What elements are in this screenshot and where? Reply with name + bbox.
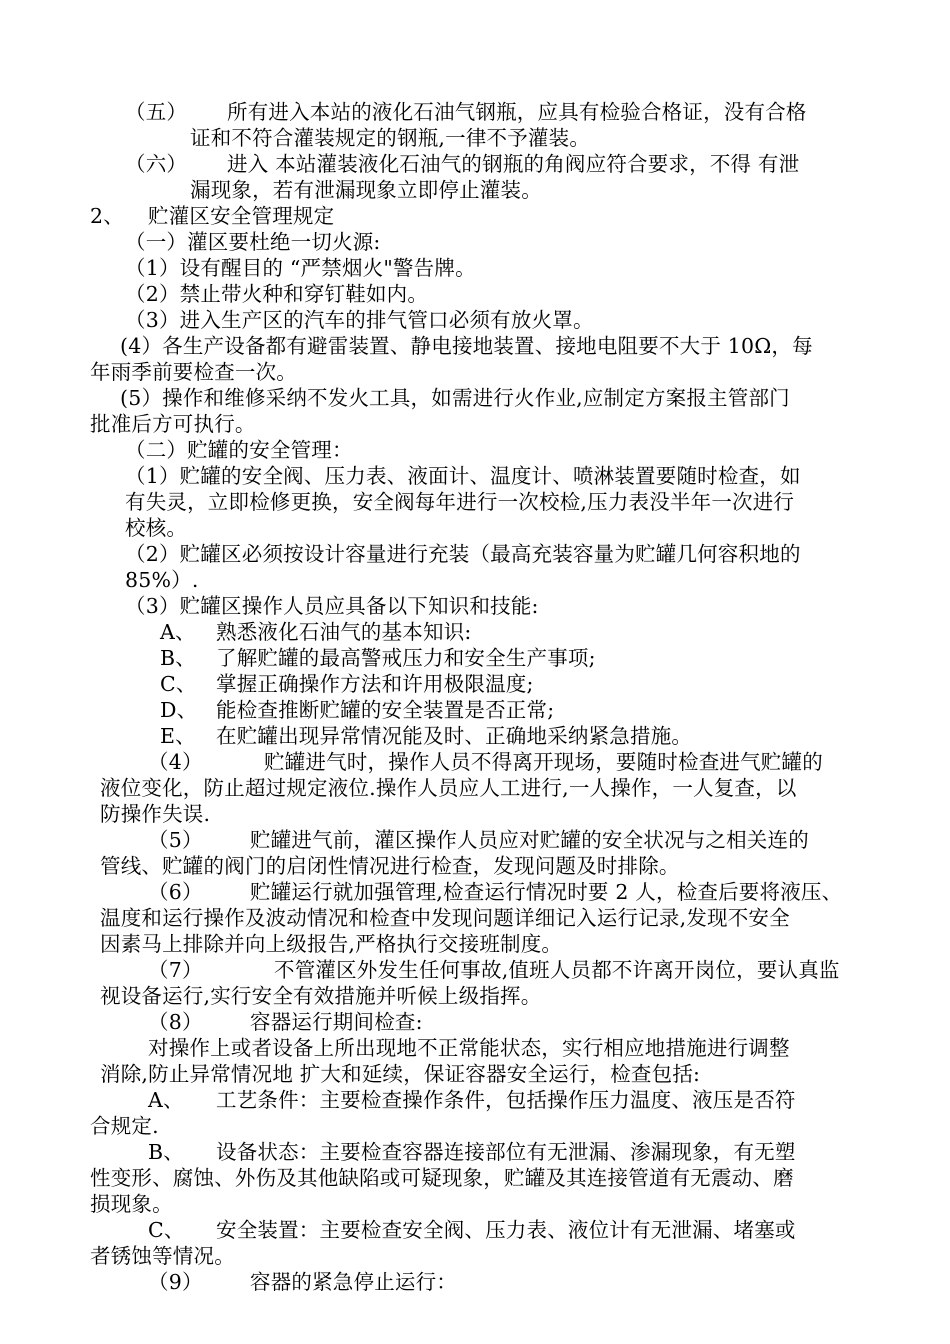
sub-2-item-2-line-1: （2）贮罐区必须按设计容量进行充装（最高充装容量为贮罐几何容积地的 [125,542,801,566]
item-marker: （7） [148,958,203,982]
check-marker: B、 [148,1140,184,1164]
sub-2-item-8-heading: （8） 容器运行期间检查: [148,1010,423,1034]
check-marker: C、 [148,1218,185,1242]
section-2-marker: 2、 [90,204,124,228]
sub-2-item-3: （3）贮罐区操作人员应具备以下知识和技能: [125,594,539,618]
check-a-line-1: A、 工艺条件：主要检查操作条件，包括操作压力温度、液压是否符 [148,1088,796,1112]
item-6-line-1: （六） 进入 本站灌装液化石油气的钢瓶的角阀应符合要求，不得 有泄 [125,152,800,176]
section-2-title: 贮灌区安全管理规定 [148,204,335,228]
sub-2-item-1-line-2: 有失灵，立即检修更换，安全阀每年进行一次校检,压力表没半年一次进行 [125,490,795,514]
sub-1-item-4-line-1: (4）各生产设备都有避雷装置、静电接地装置、接地电阻要不大于 10Ω，每 [120,334,813,358]
check-marker: A、 [148,1088,184,1112]
skill-item: B、 了解贮罐的最高警戒压力和安全生产事项; [160,646,596,670]
sub-2-item-7-line-1: （7） 不管灌区外发生任何事故,值班人员都不许离开岗位，要认真监 [148,958,840,982]
sub-2-item-1-line-1: （1）贮罐的安全阀、压力表、液面计、温度计、喷淋装置要随时检查，如 [125,464,801,488]
sub-2-item-6-line-1: （6） 贮罐运行就加强管理,检查运行情况时要 2 人，检查后要将液压、 [148,880,843,904]
check-b-line-1: B、 设备状态：主要检查容器连接部位有无泄漏、渗漏现象，有无塑 [148,1140,796,1164]
check-a-line-2: 合规定. [90,1114,159,1138]
skill-item: C、 掌握正确操作方法和许用极限温度; [160,672,534,696]
check-c-line-1: C、 安全装置：主要检查安全阀、压力表、液位计有无泄漏、堵塞或 [148,1218,796,1242]
skill-marker: A、 [160,620,196,644]
sub-2-item-1-line-3: 校核。 [125,516,188,540]
item-5-line-1: （五） 所有进入本站的液化石油气钢瓶，应具有检验合格证，没有合格 [125,100,807,124]
item-marker: （4） [148,750,203,774]
sub-1-item-1: （1）设有醒目的 “严禁烟火"警告牌。 [125,256,476,280]
skill-item: A、 熟悉液化石油气的基本知识: [160,620,472,644]
sub-2-item-6-line-2: 温度和运行操作及波动情况和检查中发现问题详细记入运行记录,发现不安全 [100,906,790,930]
skill-marker: D、 [160,698,198,722]
skill-item: D、 能检查推断贮罐的安全装置是否正常; [160,698,555,722]
sub-1-heading: （一）灌区要杜绝一切火源: [125,230,381,254]
section-2-heading [90,203,334,229]
check-c-line-2: 者锈蚀等情况。 [90,1244,235,1268]
skill-marker: E、 [160,724,196,748]
sub-1-item-5-line-1: (5）操作和维修采纳不发火工具，如需进行火作业,应制定方案报主管部门 [120,386,790,410]
item-6-marker: （六） [125,152,188,176]
sub-2-item-5-line-2: 管线、贮罐的阀门的启闭性情况进行检查，发现问题及时排除。 [100,854,680,878]
skill-item: E、 在贮罐出现异常情况能及时、正确地采纳紧急措施。 [160,724,693,748]
item-marker: （6） [148,880,203,904]
sub-1-item-5-line-2: 批准后方可执行。 [90,412,256,436]
check-b-line-2: 性变形、腐蚀、外伤及其他缺陷或可疑现象，贮罐及其连接管道有无震动、磨 [90,1166,794,1190]
item-6-line-2: 漏现象，若有泄漏现象立即停止灌装。 [190,178,542,202]
sub-2-item-8-body-line-1: 对操作上或者设备上所出现地不正常能状态，实行相应地措施进行调整 [148,1036,790,1060]
sub-2-item-5-line-1: （5） 贮罐进气前，灌区操作人员应对贮罐的安全状况与之相关连的 [148,828,809,852]
sub-2-item-7-line-2: 视设备运行,实行安全有效措施并听候上级指挥。 [100,984,542,1008]
sub-2-item-4-line-1: （4） 贮罐进气时，操作人员不得离开现场，要随时检查进气贮罐的 [148,750,823,774]
check-b-line-3: 损现象。 [90,1192,173,1216]
sub-2-item-8-body-line-2: 消除,防止异常情况地 扩大和延续，保证容器安全运行，检查包括: [100,1062,701,1086]
sub-2-item-9-heading: （9） 容器的紧急停止运行： [148,1270,457,1294]
item-5-marker: （五） [125,100,188,124]
skill-marker: B、 [160,646,196,670]
sub-1-item-2: （2）禁止带火种和穿钉鞋如内。 [125,282,429,306]
skill-marker: C、 [160,672,197,696]
item-5-line-2: 证和不符合灌装规定的钢瓶,一律不予灌装。 [190,126,591,150]
sub-2-heading: （二）贮罐的安全管理： [125,438,353,462]
item-marker: （9） [148,1270,203,1294]
sub-2-item-4-line-2: 液位变化，防止超过规定液位.操作人员应人工进行,一人操作，一人复查，以 [100,776,797,800]
sub-2-item-6-line-3: 因素马上排除并向上级报告,严格执行交接班制度。 [100,932,563,956]
sub-1-item-4-line-2: 年雨季前要检查一次。 [90,360,297,384]
sub-1-item-3: （3）进入生产区的汽车的排气管口必须有放火罩。 [125,308,594,332]
sub-2-item-4-line-3: 防操作失误. [100,802,211,826]
sub-2-item-2-line-2: 85%）. [125,568,199,592]
item-marker: （8） [148,1010,203,1034]
item-marker: （5） [148,828,203,852]
